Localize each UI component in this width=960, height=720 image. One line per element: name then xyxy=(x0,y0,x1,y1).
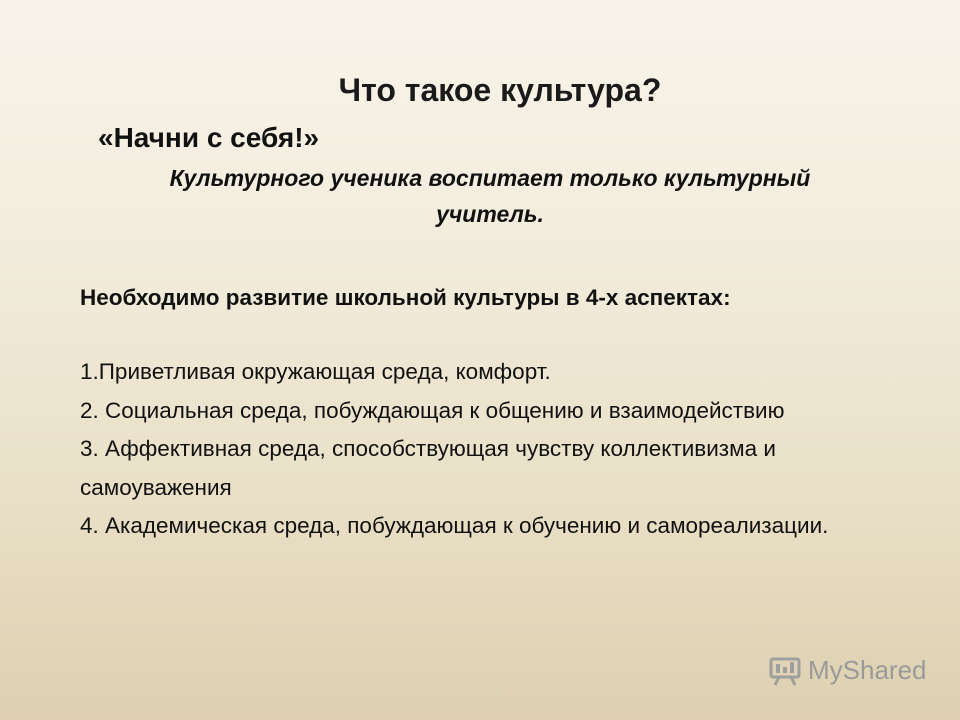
list-item: 2. Социальная среда, побуждающая к общению и взаимодействию xyxy=(80,397,785,423)
list-item: 1.Приветливая окружающая среда, комфорт. xyxy=(80,359,551,384)
aspects-heading: Необходимо развитие школьной культуры в 4-х аспектах: xyxy=(80,285,731,310)
list-item: 4. Академическая среда, побуждающая к обучению и самореализации. xyxy=(80,513,829,538)
presentation-board-icon xyxy=(768,656,802,686)
aspects-list xyxy=(80,353,860,546)
watermark-logo xyxy=(768,655,927,686)
list-item: 3. Аффективная среда, способствующая чувству коллективизма и самоуважения xyxy=(80,436,776,500)
watermark-text: MyShared xyxy=(808,655,927,685)
slide-subtitle: Культурного ученика воспитает только культурный учитель. xyxy=(169,165,811,227)
slide-title: Что такое культура? xyxy=(338,72,662,108)
slide-slogan: «Начни с себя!» xyxy=(98,122,320,153)
